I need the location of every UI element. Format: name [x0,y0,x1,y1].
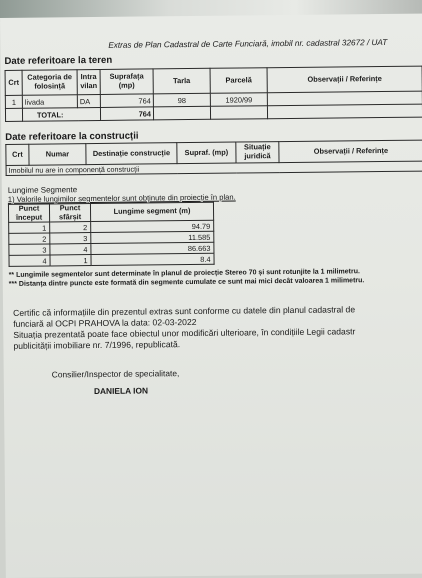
col-observatii: Observații / Referințe [267,66,422,93]
cell-categoria: livada [22,95,77,109]
total-label: TOTAL: [22,107,100,121]
footnote-stereo70: ** Lungimile segmentelor sunt determinate în planul de proiecție Stereo 70 și sunt rotunjite la 1 milimetru. [8,268,360,279]
certify-line-1: Certific că informațiile din prezentul extras sunt conforme cu datele din planul cadastral de [13,304,356,318]
cell-tarla: 98 [153,93,210,107]
constructions-table [5,140,422,176]
col-parcela: Parcelă [210,68,267,94]
signature-name: DANIELA ION [93,385,149,397]
footnote-distance: *** Distanța dintre puncte este formată din segmente cumulate ce sunt mai mici decât valoarea 1 milimetru. [8,277,365,288]
col-crt: Crt [6,144,29,165]
col-punct-sfarsit: Punct sfârșit [49,204,90,223]
document-sheet [0,13,422,577]
table-row: 4 1 8.4 [9,253,214,266]
certify-line-2: funciară al OCPI PRAHOVA la data: 02-03-2022 [13,316,197,329]
cell-parcela: 1920/99 [210,93,267,107]
col-tarla: Tarla [153,68,210,94]
land-table [5,66,422,122]
col-lungime-label: Lungime segment (m) [113,206,191,217]
cell-suprafata: 764 [100,94,153,108]
col-situatie: Situație juridică [236,142,279,163]
segments-table [8,202,215,267]
segments-table-header [8,202,213,222]
col-observatii: Observații / Referințe [279,140,422,163]
total-value: 764 [100,107,153,121]
document-header: Extras de Plan Cadastral de Carte Funciară, imobil nr. cadastral 32672 / UAT [108,37,388,50]
cell-crt: 1 [5,95,22,108]
col-destinatie: Destinație construcție [86,143,177,165]
constructions-section-title: Date referitoare la construcții [5,130,139,143]
certify-line-4: publicității imobiliare nr. 7/1996, republicată. [13,339,181,351]
constructions-note: Imobilul nu are in componență construcții [6,161,422,175]
table-row: 1 2 94.79 [9,220,214,233]
col-suprafata: Suprafața (mp) [100,69,153,95]
table-row: 3 4 86.663 [9,242,214,255]
cell-intravilan: DA [77,94,100,107]
segments-subtitle: 1) Valorile lungimilor segmentelor sunt obținute din proiecție în plan. [7,192,236,204]
col-categoria: Categoria de folosință [22,70,77,96]
col-numar: Numar [29,144,86,166]
col-suprafata: Supraf. (mp) [177,142,236,164]
table-row: 2 3 11.585 [9,231,214,244]
col-lungime [90,202,213,221]
col-punct-inceput: Punct început [8,204,49,223]
col-crt: Crt [5,70,22,95]
segments-title: Lungime Segmente [7,185,78,195]
land-section-title: Date referitoare la teren [4,54,113,67]
col-intravilan: Intra vilan [77,69,100,94]
signature-role: Consilier/Inspector de specialitate, [51,368,180,380]
certify-line-3: Situația prezentată poate face obiectul unor modificări ulterioare, în condițiile Legii cadastr [13,326,356,340]
